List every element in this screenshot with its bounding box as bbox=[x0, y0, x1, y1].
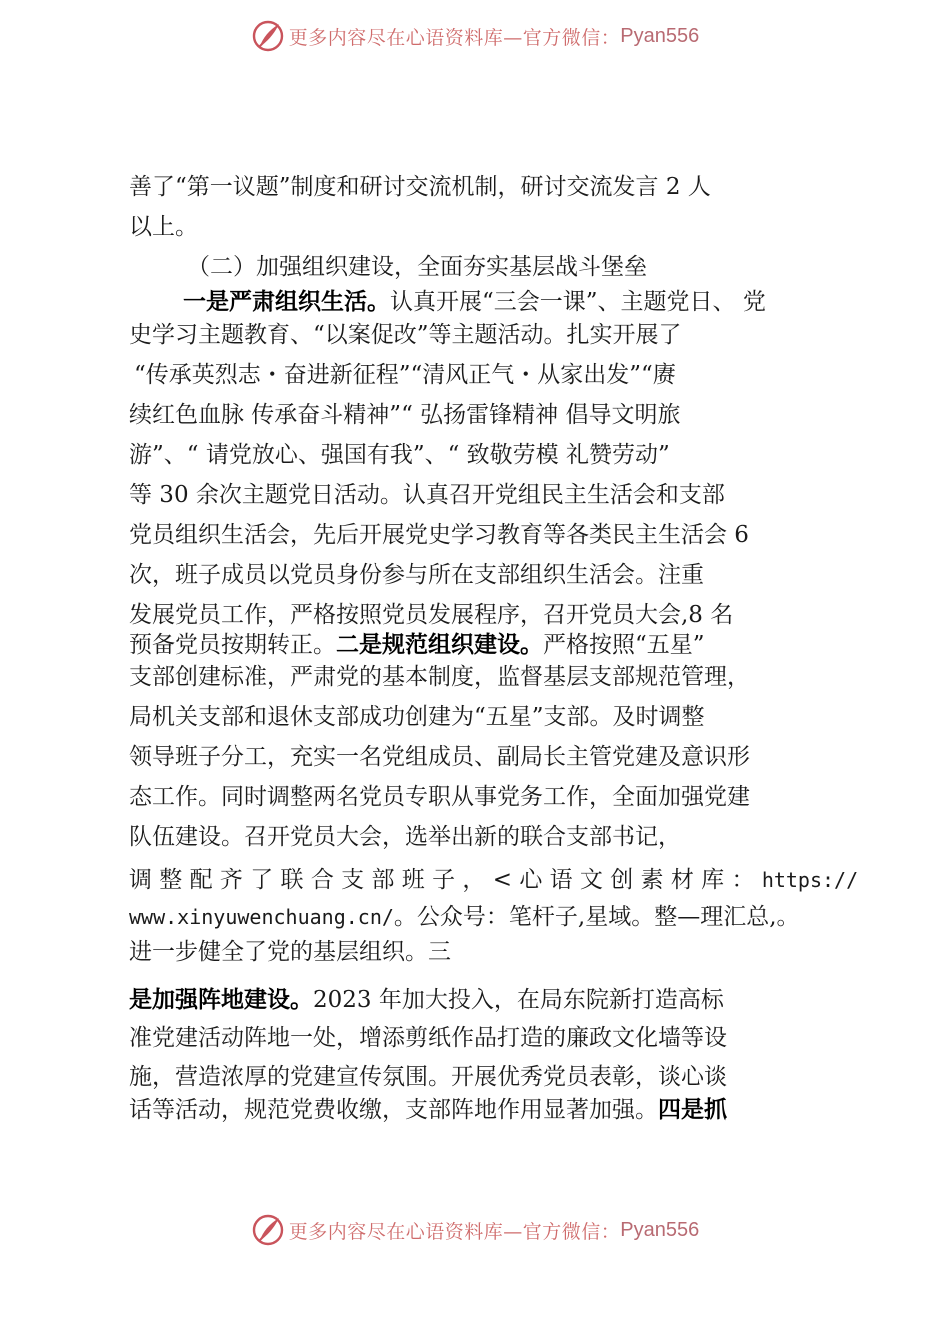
text-line bbox=[129, 600, 733, 630]
text-run: 预备党员按期转正。 bbox=[129, 632, 336, 658]
text-run: 队伍建设。召开党员大会，选举出新的联合支部书记， bbox=[129, 824, 681, 850]
bold-heading-run: 是加强阵地建设。 bbox=[129, 987, 313, 1013]
banner-wechat-id: Pyan556 bbox=[620, 1218, 700, 1241]
text-run: 党员组织生活会，先后开展党史学习教育等各类民主生活会 6 bbox=[129, 522, 749, 548]
text-run: 以上。 bbox=[129, 214, 198, 240]
text-run: 调 整 配 齐 了 联 合 支 部 班 子 ， < 心 语 文 创 素 材 库 ： bbox=[129, 867, 762, 893]
text-line bbox=[129, 400, 680, 430]
text-run: （二）加强组织建设，全面夯实基层战斗堡垒 bbox=[187, 254, 647, 280]
text-run: “传承英烈志・奋进新征程”“清风正气・从家出发”“赓 bbox=[134, 362, 676, 388]
text-line bbox=[129, 1062, 727, 1092]
bold-heading-run: 一是严肃组织生活。 bbox=[183, 289, 390, 315]
text-line bbox=[183, 287, 766, 317]
url-text[interactable]: https:// bbox=[761, 868, 859, 892]
text-line bbox=[129, 782, 750, 812]
banner-text: 更多内容尽在心语资料库—官方微信： bbox=[288, 26, 621, 49]
text-run: 次，班子成员以党员身份参与所在支部组织生活会。注重 bbox=[129, 562, 704, 588]
text-run: 游”、“ 请党放心、强国有我”、“ 致敬劳模 礼赞劳动” bbox=[129, 442, 670, 468]
quill-pen-icon bbox=[251, 1213, 285, 1247]
bold-heading-run: 二是规范组织建设。 bbox=[336, 632, 543, 658]
text-line bbox=[129, 902, 800, 932]
url-text[interactable]: www.xinyuwenchuang.cn/ bbox=[129, 905, 394, 929]
text-run: 支部创建标准，严肃党的基本制度，监督基层支部规范管理， bbox=[129, 664, 750, 690]
text-line bbox=[129, 172, 711, 202]
banner-wechat-id: Pyan556 bbox=[620, 24, 700, 47]
text-line bbox=[129, 822, 681, 852]
text-line bbox=[129, 320, 682, 350]
text-line bbox=[129, 937, 451, 967]
text-run: 2023 年加大投入，在局东院新打造高标 bbox=[313, 987, 724, 1013]
text-line bbox=[129, 662, 750, 692]
text-line bbox=[129, 865, 858, 895]
text-line bbox=[134, 360, 676, 390]
text-line bbox=[129, 1095, 727, 1125]
bold-heading-run: 四是抓 bbox=[658, 1097, 727, 1123]
text-line bbox=[129, 520, 749, 550]
text-run: 局机关支部和退休支部成功创建为“五星”支部。及时调整 bbox=[129, 704, 705, 730]
text-run: 严格按照“五星” bbox=[543, 632, 705, 658]
text-line bbox=[129, 702, 705, 732]
footer-watermark-banner bbox=[0, 1210, 950, 1250]
text-line bbox=[129, 630, 705, 660]
quill-pen-icon bbox=[251, 19, 285, 53]
text-run: 进一步健全了党的基层组织。三 bbox=[129, 939, 451, 965]
text-run: 续红色血脉 传承奋斗精神”“ 弘扬雷锋精神 倡导文明旅 bbox=[129, 402, 681, 428]
text-line bbox=[129, 742, 750, 772]
text-run: 施，营造浓厚的党建宣传氛围。开展优秀党员表彰，谈心谈 bbox=[129, 1064, 727, 1090]
header-watermark-banner bbox=[0, 16, 950, 56]
text-line bbox=[129, 480, 725, 510]
text-run: 。公众号：笔杆子,星域。整—理汇总,。 bbox=[393, 904, 800, 930]
text-line bbox=[129, 985, 724, 1015]
text-line bbox=[129, 440, 670, 470]
text-line bbox=[187, 252, 647, 282]
text-line bbox=[129, 212, 198, 242]
text-line bbox=[129, 1023, 727, 1053]
text-run: 发展党员工作，严格按照党员发展程序，召开党员大会,8 名 bbox=[129, 602, 734, 628]
text-run: 准党建活动阵地一处，增添剪纸作品打造的廉政文化墙等设 bbox=[129, 1025, 727, 1051]
banner-text: 更多内容尽在心语资料库—官方微信： bbox=[288, 1220, 621, 1243]
text-run: 话等活动，规范党费收缴，支部阵地作用显著加强。 bbox=[129, 1097, 658, 1123]
text-run: 善了“第一议题”制度和研讨交流机制，研讨交流发言 2 人 bbox=[129, 174, 711, 200]
text-line bbox=[129, 560, 704, 590]
text-run: 认真开展“三会一课”、主题党日、 党 bbox=[390, 289, 766, 315]
text-run: 领导班子分工，充实一名党组成员、副局长主管党建及意识形 bbox=[129, 744, 750, 770]
text-run: 史学习主题教育、“以案促改”等主题活动。扎实开展了 bbox=[129, 322, 682, 348]
text-run: 态工作。同时调整两名党员专职从事党务工作，全面加强党建 bbox=[129, 784, 750, 810]
text-run: 等 30 余次主题党日活动。认真召开党组民主生活会和支部 bbox=[129, 482, 725, 508]
